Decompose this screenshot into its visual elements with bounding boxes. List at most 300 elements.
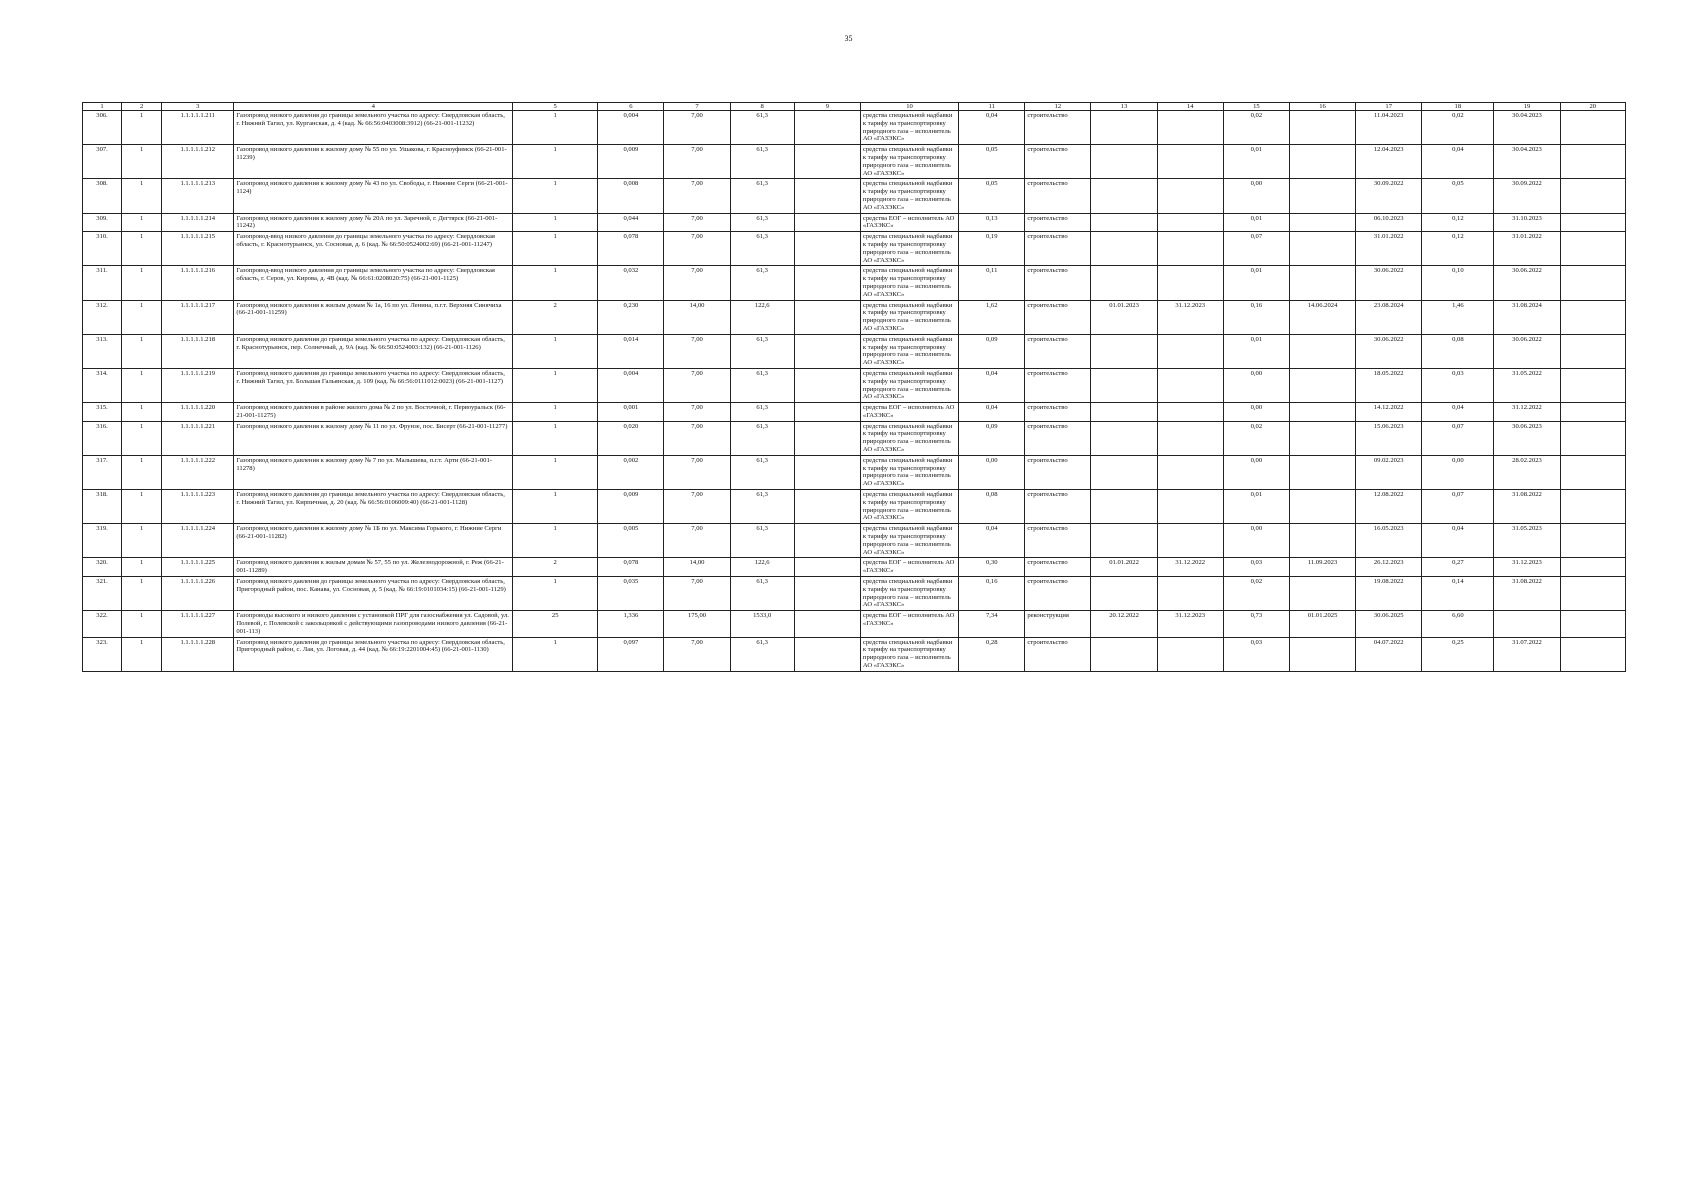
col7-value: 7,00 xyxy=(664,232,730,266)
col9-value xyxy=(794,490,860,524)
col17-date: 12.08.2022 xyxy=(1356,490,1422,524)
col8-value: 122,6 xyxy=(730,558,794,577)
funding-source: средства специальной надбавки к тарифу на транспортировку природного газа – исполнитель АО «ГАЗЭКС» xyxy=(860,266,958,300)
col20-value xyxy=(1560,145,1625,179)
table-row xyxy=(83,558,1626,577)
col20-value xyxy=(1560,334,1625,368)
project-name: Газопровод низкого давления до границы земельного участка по адресу: Свердловская область, Пригородный район, пос. Канава, ул. Сосновая, д. 5 (кад. № 66:19:0101034:15) (66-21-001-1129) xyxy=(234,577,513,611)
count-cell: 1 xyxy=(122,524,162,558)
investment-program-table xyxy=(82,102,1626,672)
project-code: 1.1.1.1.1.215 xyxy=(162,232,234,266)
col6-value: 0,078 xyxy=(598,232,664,266)
col8-value: 61,3 xyxy=(730,637,794,671)
col19-date: 31.08.2024 xyxy=(1494,300,1560,334)
col6-value: 0,002 xyxy=(598,455,664,489)
row-number: 316. xyxy=(83,421,122,455)
column-number-header: 13 xyxy=(1091,103,1157,111)
col11-value: 0,04 xyxy=(959,368,1025,402)
row-number: 323. xyxy=(83,637,122,671)
col18-value: 0,07 xyxy=(1422,421,1494,455)
col17-date: 19.08.2022 xyxy=(1356,577,1422,611)
col16-date xyxy=(1289,334,1355,368)
col19-date: 30.06.2022 xyxy=(1494,266,1560,300)
col16-date xyxy=(1289,577,1355,611)
project-code: 1.1.1.1.1.218 xyxy=(162,334,234,368)
col18-value: 0,25 xyxy=(1422,637,1494,671)
col16-date xyxy=(1289,421,1355,455)
end-date: 31.12.2023 xyxy=(1157,300,1223,334)
table-row xyxy=(83,179,1626,213)
col5-value: 1 xyxy=(513,334,598,368)
col11-value: 0,16 xyxy=(959,577,1025,611)
row-number: 311. xyxy=(83,266,122,300)
col18-value: 0,14 xyxy=(1422,577,1494,611)
col11-value: 0,09 xyxy=(959,421,1025,455)
col11-value: 0,00 xyxy=(959,455,1025,489)
col18-value: 1,46 xyxy=(1422,300,1494,334)
col16-date xyxy=(1289,490,1355,524)
count-cell: 1 xyxy=(122,179,162,213)
start-date: 01.01.2023 xyxy=(1091,300,1157,334)
row-number: 306. xyxy=(83,111,122,145)
table-row xyxy=(83,300,1626,334)
col19-date: 30.04.2023 xyxy=(1494,145,1560,179)
count-cell: 1 xyxy=(122,421,162,455)
col11-value: 0,13 xyxy=(959,213,1025,232)
col9-value xyxy=(794,179,860,213)
table-row xyxy=(83,368,1626,402)
count-cell: 1 xyxy=(122,455,162,489)
col15-value: 0,00 xyxy=(1223,455,1289,489)
col9-value xyxy=(794,266,860,300)
count-cell: 1 xyxy=(122,213,162,232)
col7-value: 7,00 xyxy=(664,145,730,179)
table-row xyxy=(83,524,1626,558)
col18-value: 0,10 xyxy=(1422,266,1494,300)
col9-value xyxy=(794,145,860,179)
col8-value: 61,3 xyxy=(730,421,794,455)
col20-value xyxy=(1560,213,1625,232)
col7-value: 7,00 xyxy=(664,368,730,402)
col18-value: 0,04 xyxy=(1422,145,1494,179)
col20-value xyxy=(1560,403,1625,422)
col18-value: 0,12 xyxy=(1422,232,1494,266)
project-name: Газопровод-ввод низкого давления до границы земельного участка по адресу: Свердловская область, г. Краснотурьинск, ул. Сосновая, д. 6 (кад. № 66:50:0524002:69) (66-21-001-11247) xyxy=(234,232,513,266)
col9-value xyxy=(794,403,860,422)
column-number-header: 11 xyxy=(959,103,1025,111)
col8-value: 61,3 xyxy=(730,179,794,213)
col15-value: 0,01 xyxy=(1223,213,1289,232)
end-date xyxy=(1157,524,1223,558)
start-date xyxy=(1091,637,1157,671)
column-number-header: 14 xyxy=(1157,103,1223,111)
work-type: строительство xyxy=(1025,368,1091,402)
col18-value: 0,00 xyxy=(1422,455,1494,489)
end-date xyxy=(1157,266,1223,300)
col7-value: 7,00 xyxy=(664,524,730,558)
count-cell: 1 xyxy=(122,232,162,266)
col20-value xyxy=(1560,421,1625,455)
work-type: строительство xyxy=(1025,145,1091,179)
col6-value: 0,032 xyxy=(598,266,664,300)
row-number: 313. xyxy=(83,334,122,368)
col7-value: 7,00 xyxy=(664,403,730,422)
end-date xyxy=(1157,490,1223,524)
project-name: Газопровод низкого давления в районе жилого дома № 2 по ул. Восточной, г. Первоуральск (66-21-001-11275) xyxy=(234,403,513,422)
end-date xyxy=(1157,421,1223,455)
start-date xyxy=(1091,577,1157,611)
col7-value: 14,00 xyxy=(664,300,730,334)
work-type: строительство xyxy=(1025,334,1091,368)
col5-value: 1 xyxy=(513,403,598,422)
table-row xyxy=(83,266,1626,300)
row-number: 317. xyxy=(83,455,122,489)
col9-value xyxy=(794,421,860,455)
work-type: строительство xyxy=(1025,403,1091,422)
work-type: строительство xyxy=(1025,111,1091,145)
col17-date: 16.05.2023 xyxy=(1356,524,1422,558)
start-date xyxy=(1091,403,1157,422)
col11-value: 0,28 xyxy=(959,637,1025,671)
column-number-header: 10 xyxy=(860,103,958,111)
col15-value: 0,01 xyxy=(1223,490,1289,524)
start-date: 20.12.2022 xyxy=(1091,611,1157,637)
col6-value: 0,005 xyxy=(598,524,664,558)
column-number-header: 12 xyxy=(1025,103,1091,111)
count-cell: 1 xyxy=(122,334,162,368)
col9-value xyxy=(794,455,860,489)
col20-value xyxy=(1560,179,1625,213)
project-name: Газопровод низкого давления к жилому дому № 11 по ул. Фрунзе, пос. Бисерт (66-21-001-11277) xyxy=(234,421,513,455)
col16-date: 14.06.2024 xyxy=(1289,300,1355,334)
table-row xyxy=(83,334,1626,368)
funding-source: средства специальной надбавки к тарифу на транспортировку природного газа – исполнитель АО «ГАЗЭКС» xyxy=(860,179,958,213)
col16-date xyxy=(1289,111,1355,145)
col18-value: 0,07 xyxy=(1422,490,1494,524)
col11-value: 1,62 xyxy=(959,300,1025,334)
col17-date: 15.06.2023 xyxy=(1356,421,1422,455)
col7-value: 7,00 xyxy=(664,334,730,368)
start-date xyxy=(1091,455,1157,489)
project-name: Газопровод низкого давления к жилому дому № 7 по ул. Малышева, п.г.т. Арти (66-21-001-11278) xyxy=(234,455,513,489)
col15-value: 0,03 xyxy=(1223,637,1289,671)
col17-date: 30.06.2022 xyxy=(1356,334,1422,368)
col16-date xyxy=(1289,266,1355,300)
col18-value: 0,04 xyxy=(1422,524,1494,558)
col18-value: 0,05 xyxy=(1422,179,1494,213)
col19-date: 31.12.2023 xyxy=(1494,558,1560,577)
col9-value xyxy=(794,368,860,402)
col16-date xyxy=(1289,637,1355,671)
count-cell: 1 xyxy=(122,637,162,671)
work-type: строительство xyxy=(1025,213,1091,232)
col18-value: 0,03 xyxy=(1422,368,1494,402)
col16-date xyxy=(1289,403,1355,422)
col19-date: 31.05.2022 xyxy=(1494,368,1560,402)
col8-value: 61,3 xyxy=(730,455,794,489)
table-row xyxy=(83,403,1626,422)
end-date xyxy=(1157,179,1223,213)
col9-value xyxy=(794,334,860,368)
column-number-header: 2 xyxy=(122,103,162,111)
col7-value: 7,00 xyxy=(664,421,730,455)
start-date xyxy=(1091,111,1157,145)
col17-date: 12.04.2023 xyxy=(1356,145,1422,179)
start-date xyxy=(1091,179,1157,213)
col9-value xyxy=(794,213,860,232)
table-row xyxy=(83,577,1626,611)
count-cell: 1 xyxy=(122,145,162,179)
work-type: строительство xyxy=(1025,558,1091,577)
project-name: Газопровод низкого давления к жилому дому № 1Б по ул. Максима Горького, г. Нижние Серги (66-21-001-11282) xyxy=(234,524,513,558)
col6-value: 0,001 xyxy=(598,403,664,422)
col20-value xyxy=(1560,637,1625,671)
col9-value xyxy=(794,611,860,637)
col6-value: 0,008 xyxy=(598,179,664,213)
col5-value: 1 xyxy=(513,490,598,524)
project-code: 1.1.1.1.1.220 xyxy=(162,403,234,422)
col11-value: 7,34 xyxy=(959,611,1025,637)
end-date xyxy=(1157,455,1223,489)
row-number: 312. xyxy=(83,300,122,334)
count-cell: 1 xyxy=(122,403,162,422)
col19-date: 31.07.2022 xyxy=(1494,637,1560,671)
col20-value xyxy=(1560,266,1625,300)
project-code: 1.1.1.1.1.216 xyxy=(162,266,234,300)
col8-value: 61,3 xyxy=(730,334,794,368)
project-code: 1.1.1.1.1.212 xyxy=(162,145,234,179)
col5-value: 25 xyxy=(513,611,598,637)
count-cell: 1 xyxy=(122,490,162,524)
col15-value: 0,03 xyxy=(1223,558,1289,577)
project-name: Газопровод низкого давления до границы земельного участка по адресу: Свердловская область, г. Нижний Тагил, ул. Курганская, д. 4 (кад. № 66:56:0403008:3912) (66-21-001-11232) xyxy=(234,111,513,145)
col19-date: 31.01.2022 xyxy=(1494,232,1560,266)
end-date xyxy=(1157,334,1223,368)
col11-value: 0,05 xyxy=(959,145,1025,179)
count-cell: 1 xyxy=(122,111,162,145)
col7-value: 7,00 xyxy=(664,577,730,611)
col17-date: 14.12.2022 xyxy=(1356,403,1422,422)
col7-value: 7,00 xyxy=(664,490,730,524)
col8-value: 61,3 xyxy=(730,145,794,179)
col6-value: 0,009 xyxy=(598,490,664,524)
col17-date: 06.10.2023 xyxy=(1356,213,1422,232)
start-date xyxy=(1091,145,1157,179)
start-date xyxy=(1091,490,1157,524)
row-number: 322. xyxy=(83,611,122,637)
col11-value: 0,19 xyxy=(959,232,1025,266)
row-number: 319. xyxy=(83,524,122,558)
col8-value: 61,3 xyxy=(730,490,794,524)
work-type: строительство xyxy=(1025,421,1091,455)
funding-source: средства специальной надбавки к тарифу на транспортировку природного газа – исполнитель АО «ГАЗЭКС» xyxy=(860,334,958,368)
col11-value: 0,30 xyxy=(959,558,1025,577)
col15-value: 0,00 xyxy=(1223,179,1289,213)
project-code: 1.1.1.1.1.223 xyxy=(162,490,234,524)
row-number: 307. xyxy=(83,145,122,179)
col19-date: 30.06.2023 xyxy=(1494,421,1560,455)
project-name: Газопровод низкого давления до границы земельного участка по адресу: Свердловская область, г. Краснотурьинск, пер. Солнечный, д. 9А (кад. № 66:50:0524003:132) (66-21-001-1126) xyxy=(234,334,513,368)
col18-value: 0,08 xyxy=(1422,334,1494,368)
start-date xyxy=(1091,334,1157,368)
project-code: 1.1.1.1.1.228 xyxy=(162,637,234,671)
start-date: 01.01.2022 xyxy=(1091,558,1157,577)
work-type: реконструкция xyxy=(1025,611,1091,637)
col6-value: 0,230 xyxy=(598,300,664,334)
col9-value xyxy=(794,558,860,577)
col20-value xyxy=(1560,111,1625,145)
row-number: 320. xyxy=(83,558,122,577)
funding-source: средства ЕОГ – исполнитель АО «ГАЗЭКС» xyxy=(860,403,958,422)
col5-value: 1 xyxy=(513,179,598,213)
row-number: 310. xyxy=(83,232,122,266)
start-date xyxy=(1091,368,1157,402)
col17-date: 09.02.2023 xyxy=(1356,455,1422,489)
count-cell: 1 xyxy=(122,577,162,611)
col6-value: 0,035 xyxy=(598,577,664,611)
start-date xyxy=(1091,232,1157,266)
work-type: строительство xyxy=(1025,524,1091,558)
col19-date: 31.05.2023 xyxy=(1494,524,1560,558)
project-name: Газопровод низкого давления к жилым домам № 1а, 16 по ул. Ленина, п.г.т. Верхняя Синячиха (66-21-001-11259) xyxy=(234,300,513,334)
column-number-header: 15 xyxy=(1223,103,1289,111)
col19-date: 30.04.2023 xyxy=(1494,111,1560,145)
project-code: 1.1.1.1.1.222 xyxy=(162,455,234,489)
col17-date: 23.08.2024 xyxy=(1356,300,1422,334)
end-date xyxy=(1157,637,1223,671)
column-number-header: 17 xyxy=(1356,103,1422,111)
funding-source: средства специальной надбавки к тарифу на транспортировку природного газа – исполнитель АО «ГАЗЭКС» xyxy=(860,145,958,179)
project-name: Газопроводы высокого и низкого давления с установкой ПРГ для газоснабжения ул. Садовой, ул. Полевой, г. Полевской с закольцовкой с действующими газопроводами низкого давления (66-21-001-113) xyxy=(234,611,513,637)
col5-value: 1 xyxy=(513,213,598,232)
col17-date: 26.12.2023 xyxy=(1356,558,1422,577)
project-name: Газопровод низкого давления к жилым домам № 57, 55 по ул. Железнодорожной, г. Реж (66-21-001-11289) xyxy=(234,558,513,577)
work-type: строительство xyxy=(1025,266,1091,300)
col17-date: 18.05.2022 xyxy=(1356,368,1422,402)
col15-value: 0,73 xyxy=(1223,611,1289,637)
end-date: 31.12.2022 xyxy=(1157,558,1223,577)
col19-date: 31.10.2023 xyxy=(1494,213,1560,232)
table-row xyxy=(83,145,1626,179)
col20-value xyxy=(1560,490,1625,524)
col11-value: 0,09 xyxy=(959,334,1025,368)
col15-value: 0,01 xyxy=(1223,145,1289,179)
column-number-header: 18 xyxy=(1422,103,1494,111)
col7-value: 7,00 xyxy=(664,179,730,213)
funding-source: средства специальной надбавки к тарифу на транспортировку природного газа – исполнитель АО «ГАЗЭКС» xyxy=(860,421,958,455)
col6-value: 0,004 xyxy=(598,368,664,402)
column-number-header: 20 xyxy=(1560,103,1625,111)
col15-value: 0,02 xyxy=(1223,421,1289,455)
col19-date xyxy=(1494,611,1560,637)
col20-value xyxy=(1560,611,1625,637)
work-type: строительство xyxy=(1025,179,1091,213)
col5-value: 1 xyxy=(513,145,598,179)
table-row xyxy=(83,637,1626,671)
col8-value: 61,3 xyxy=(730,368,794,402)
col6-value: 0,020 xyxy=(598,421,664,455)
col6-value: 1,336 xyxy=(598,611,664,637)
work-type: строительство xyxy=(1025,455,1091,489)
column-number-header: 1 xyxy=(83,103,122,111)
table-row xyxy=(83,421,1626,455)
col6-value: 0,097 xyxy=(598,637,664,671)
table-row xyxy=(83,213,1626,232)
project-code: 1.1.1.1.1.214 xyxy=(162,213,234,232)
col15-value: 0,16 xyxy=(1223,300,1289,334)
col11-value: 0,05 xyxy=(959,179,1025,213)
row-number: 314. xyxy=(83,368,122,402)
col20-value xyxy=(1560,368,1625,402)
col5-value: 1 xyxy=(513,455,598,489)
count-cell: 1 xyxy=(122,611,162,637)
project-name: Газопровод низкого давления до границы земельного участка по адресу: Свердловская область, г. Нижний Тагил, ул. Большая Гальянская, д. 109 (кад. № 66:56:0111012:0023) (66-21-001-1127) xyxy=(234,368,513,402)
col11-value: 0,11 xyxy=(959,266,1025,300)
col5-value: 1 xyxy=(513,232,598,266)
col8-value: 61,3 xyxy=(730,577,794,611)
project-code: 1.1.1.1.1.213 xyxy=(162,179,234,213)
col15-value: 0,00 xyxy=(1223,403,1289,422)
col7-value: 7,00 xyxy=(664,266,730,300)
column-number-header: 4 xyxy=(234,103,513,111)
col16-date xyxy=(1289,524,1355,558)
row-number: 308. xyxy=(83,179,122,213)
col18-value: 0,12 xyxy=(1422,213,1494,232)
col9-value xyxy=(794,232,860,266)
col6-value: 0,078 xyxy=(598,558,664,577)
col7-value: 7,00 xyxy=(664,213,730,232)
col7-value: 7,00 xyxy=(664,111,730,145)
col15-value: 0,02 xyxy=(1223,111,1289,145)
start-date xyxy=(1091,421,1157,455)
project-name: Газопровод низкого давления до границы земельного участка по адресу: Свердловская область, Пригородный район, с. Лая, ул. Логовая, д. 44 (кад. № 66:19:2201004:45) (66-21-001-1130) xyxy=(234,637,513,671)
col5-value: 1 xyxy=(513,368,598,402)
col5-value: 2 xyxy=(513,558,598,577)
col15-value: 0,01 xyxy=(1223,334,1289,368)
project-code: 1.1.1.1.1.225 xyxy=(162,558,234,577)
count-cell: 1 xyxy=(122,368,162,402)
funding-source: средства специальной надбавки к тарифу на транспортировку природного газа – исполнитель АО «ГАЗЭКС» xyxy=(860,232,958,266)
col15-value: 0,00 xyxy=(1223,368,1289,402)
col7-value: 7,00 xyxy=(664,637,730,671)
col5-value: 1 xyxy=(513,577,598,611)
col18-value: 6,60 xyxy=(1422,611,1494,637)
col20-value xyxy=(1560,558,1625,577)
col20-value xyxy=(1560,300,1625,334)
col7-value: 175,00 xyxy=(664,611,730,637)
end-date xyxy=(1157,111,1223,145)
col20-value xyxy=(1560,232,1625,266)
count-cell: 1 xyxy=(122,300,162,334)
project-name: Газопровод-ввод низкого давления до границы земельного участка по адресу: Свердловская область, г. Серов, ул. Кирова, д. 4В (кад. № 66:61:0208020:75) (66-21-001-1125) xyxy=(234,266,513,300)
work-type: строительство xyxy=(1025,637,1091,671)
funding-source: средства специальной надбавки к тарифу на транспортировку природного газа – исполнитель АО «ГАЗЭКС» xyxy=(860,111,958,145)
funding-source: средства специальной надбавки к тарифу на транспортировку природного газа – исполнитель АО «ГАЗЭКС» xyxy=(860,368,958,402)
col8-value: 61,3 xyxy=(730,524,794,558)
start-date xyxy=(1091,266,1157,300)
column-number-header: 3 xyxy=(162,103,234,111)
project-name: Газопровод низкого давления до границы земельного участка по адресу: Свердловская область, г. Нижний Тагил, ул. Кирпичная, д. 20 (кад. № 66:56:0106009:40) (66-21-001-1128) xyxy=(234,490,513,524)
col15-value: 0,02 xyxy=(1223,577,1289,611)
table-row xyxy=(83,111,1626,145)
funding-source: средства специальной надбавки к тарифу на транспортировку природного газа – исполнитель АО «ГАЗЭКС» xyxy=(860,300,958,334)
col8-value: 61,3 xyxy=(730,266,794,300)
col15-value: 0,01 xyxy=(1223,266,1289,300)
col16-date xyxy=(1289,145,1355,179)
col20-value xyxy=(1560,455,1625,489)
start-date xyxy=(1091,524,1157,558)
project-code: 1.1.1.1.1.217 xyxy=(162,300,234,334)
